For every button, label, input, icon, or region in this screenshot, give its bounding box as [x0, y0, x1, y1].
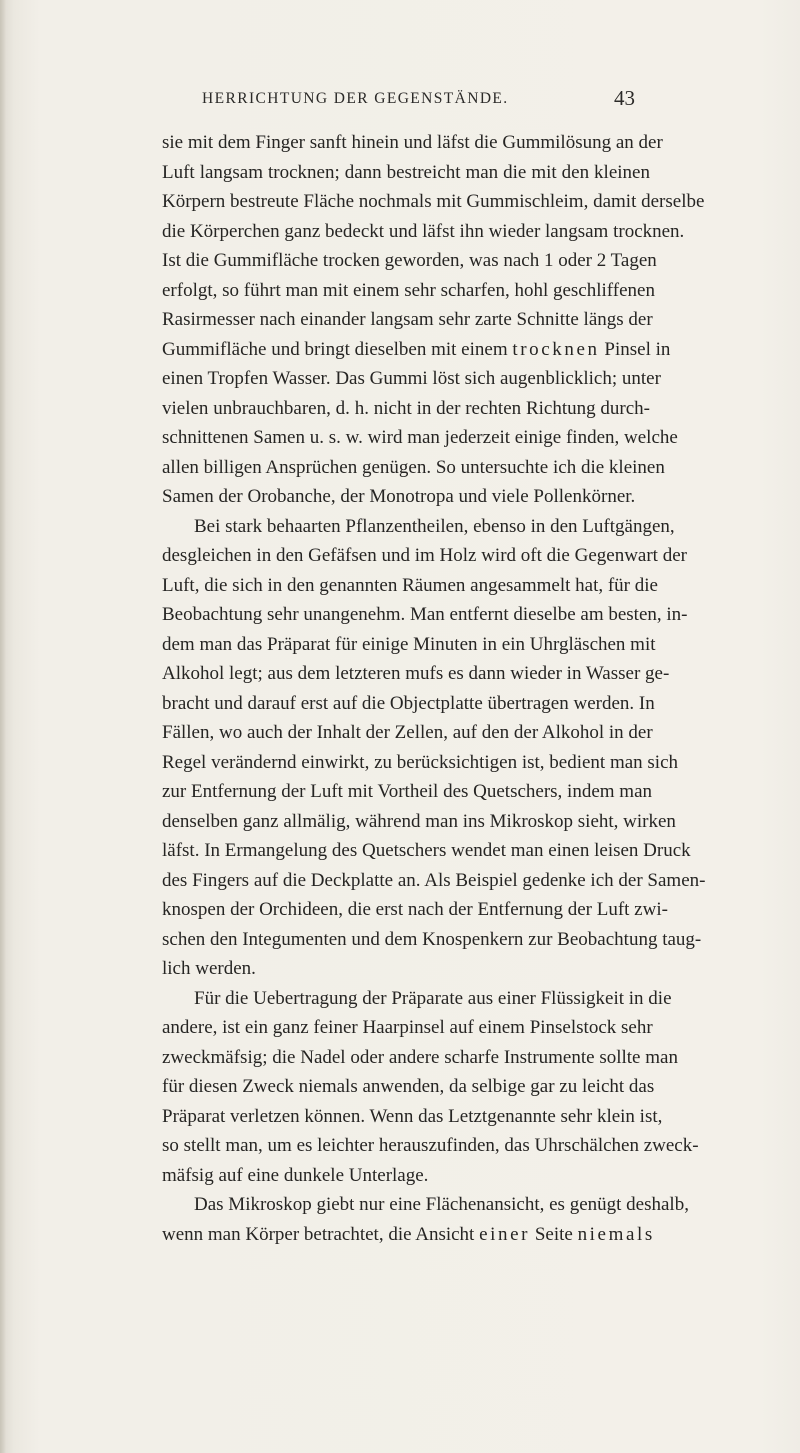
text-line: andere, ist ein ganz feiner Haarpinsel auf einem Pinselstock sehr [162, 1017, 653, 1038]
text-line: desgleichen in den Gefäfsen und im Holz wird oft die Gegenwart der [162, 545, 687, 566]
emphasized-word: niemals [577, 1223, 655, 1245]
page-gutter-shadow [0, 0, 6, 1453]
text-line: bracht und darauf erst auf die Objectplatte übertragen werden. In [162, 692, 655, 714]
text-line [162, 1220, 655, 1250]
text-line [162, 335, 671, 365]
text-line: einen Tropfen Wasser. Das Gummi löst sich augenblicklich; unter [162, 368, 661, 389]
text-line: Fällen, wo auch der Inhalt der Zellen, auf den der Alkohol in der [162, 722, 653, 743]
text-segment: wenn man Körper betrachtet, die Ansicht [162, 1223, 475, 1245]
text-line: Samen der Orobanche, der Monotropa und viele Pollenkörner. [162, 486, 636, 507]
text-line: Alkohol legt; aus dem letzteren mufs es dann wieder in Wasser ge- [162, 663, 670, 684]
text-line: mäfsig auf eine dunkele Unterlage. [162, 1164, 429, 1186]
page-number: 43 [614, 86, 635, 110]
text-line: knospen der Orchideen, die erst nach der Entfernung der Luft zwi- [162, 899, 668, 920]
page-header [0, 86, 800, 116]
text-line: des Fingers auf die Deckplatte an. Als Beispiel gedenke ich der Samen- [162, 869, 706, 891]
text-line: Rasirmesser nach einander langsam sehr zarte Schnitte längs der [162, 309, 653, 330]
text-line: läfst. In Ermangelung des Quetschers wendet man einen leisen Druck [162, 840, 691, 861]
text-line: Regel verändernd einwirkt, zu berücksichtigen ist, bedient man sich [162, 751, 679, 773]
text-line: allen billigen Ansprüchen genügen. So untersuchte ich die kleinen [162, 456, 665, 478]
running-title: HERRICHTUNG DER GEGENSTÄNDE. [202, 90, 509, 107]
text-line: Körpern bestreute Fläche nochmals mit Gummischleim, damit derselbe [162, 191, 705, 212]
text-line: schnittenen Samen u. s. w. wird man jederzeit einige finden, welche [162, 427, 678, 448]
text-line: Beobachtung sehr unangenehm. Man entfernt dieselbe am besten, in- [162, 604, 688, 625]
text-line: sie mit dem Finger sanft hinein und läfst die Gummilösung an der [162, 132, 663, 153]
text-line: dem man das Präparat für einige Minuten in ein Uhrgläschen mit [162, 633, 656, 655]
text-line: Luft langsam trocknen; dann bestreicht man die mit den kleinen [162, 161, 650, 183]
text-line: für diesen Zweck niemals anwenden, da selbige gar zu leicht das [162, 1076, 655, 1097]
text-segment: Pinsel in [604, 338, 671, 360]
text-line: lich werden. [162, 958, 256, 979]
paragraph-start-line: Das Mikroskop giebt nur eine Flächenansicht, es genügt deshalb, [194, 1194, 689, 1215]
text-line: Luft, die sich in den genannten Räumen angesammelt hat, für die [162, 574, 658, 596]
text-line: zur Entfernung der Luft mit Vortheil des Quetschers, indem man [162, 781, 653, 802]
text-line: schen den Integumenten und dem Knospenkern zur Beobachtung taug- [162, 928, 702, 950]
text-line: zweckmäfsig; die Nadel oder andere scharfe Instrumente sollte man [162, 1046, 678, 1068]
text-line: Ist die Gummifläche trocken geworden, was nach 1 oder 2 Tagen [162, 250, 657, 271]
text-segment: Seite [534, 1223, 573, 1245]
paragraph-start-line: Für die Uebertragung der Präparate aus einer Flüssigkeit in die [194, 987, 672, 1009]
text-line: erfolgt, so führt man mit einem sehr scharfen, hohl geschliffenen [162, 279, 655, 301]
text-line: die Körperchen ganz bedeckt und läfst ihn wieder langsam trocknen. [162, 220, 685, 242]
text-line: denselben ganz allmälig, während man ins Mikroskop sieht, wirken [162, 810, 676, 832]
text-segment: Gummifläche und bringt dieselben mit einem [162, 338, 508, 360]
text-line: vielen unbrauchbaren, d. h. nicht in der rechten Richtung durch- [162, 397, 650, 419]
emphasized-word: einer [479, 1223, 531, 1245]
text-line: so stellt man, um es leichter herauszufinden, das Uhrschälchen zweck- [162, 1135, 699, 1156]
text-line: Präparat verletzen können. Wenn das Letztgenannte sehr klein ist, [162, 1105, 663, 1127]
emphasized-word: trocknen [512, 338, 600, 360]
paragraph-start-line: Bei stark behaarten Pflanzentheilen, ebenso in den Luftgängen, [194, 515, 675, 537]
body-text [162, 128, 706, 1249]
